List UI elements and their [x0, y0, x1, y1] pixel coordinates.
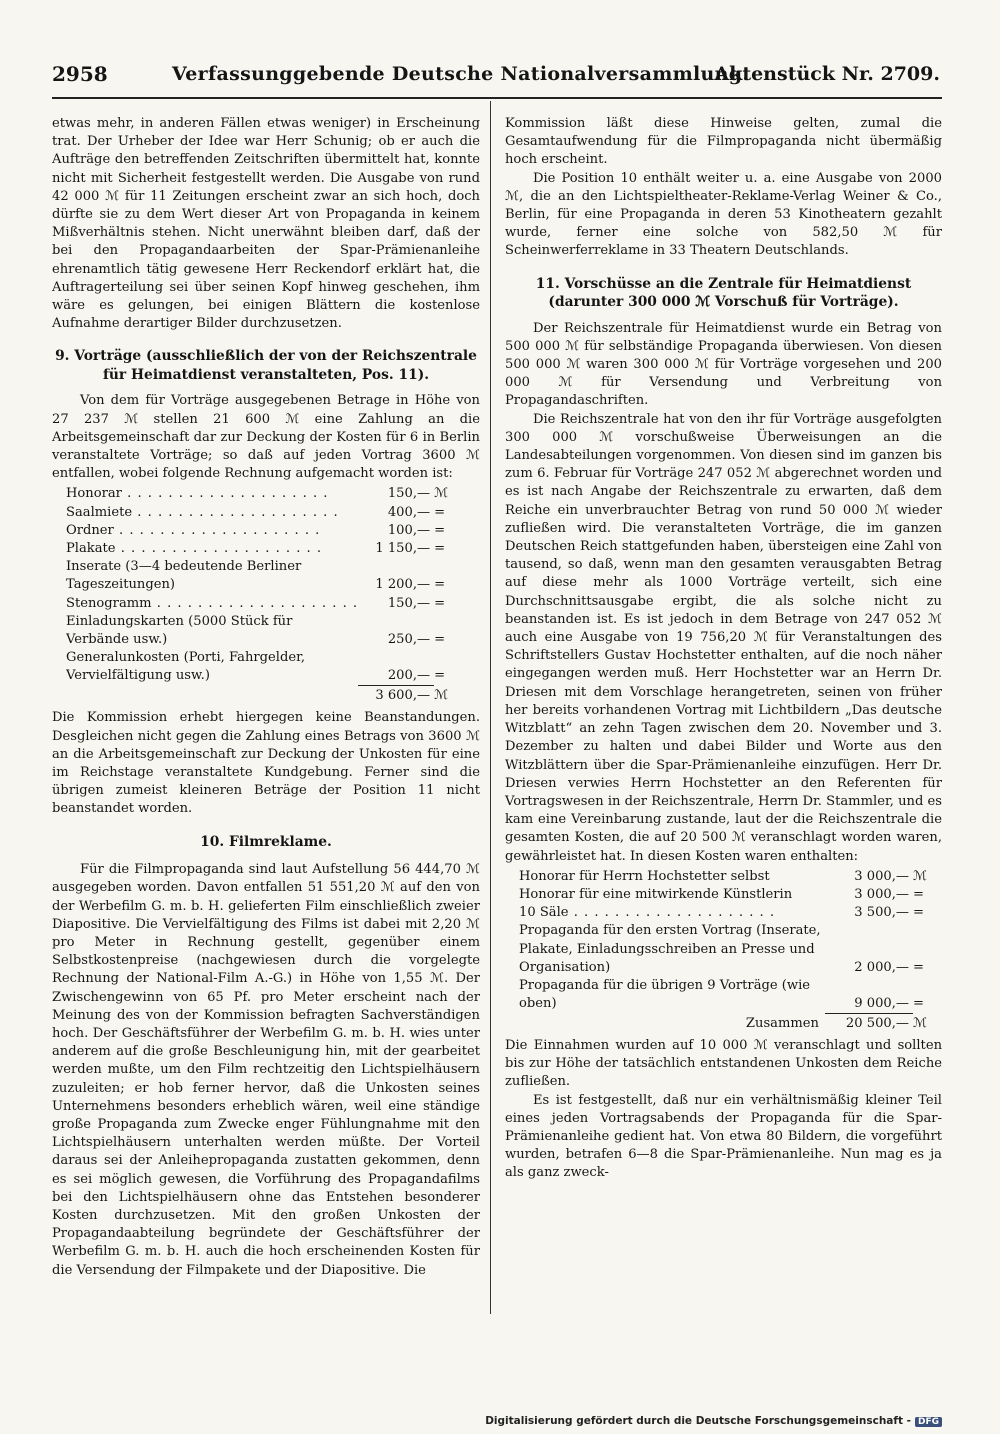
table-row: [519, 886, 939, 904]
right-column: [505, 115, 942, 1183]
table-total-row: [519, 1013, 939, 1033]
table-row: [66, 504, 460, 522]
running-title: Verfassunggebende Deutsche Nationalversammlung.: [172, 63, 750, 85]
page-header: [52, 60, 942, 90]
row-amount: 150,—: [387, 486, 431, 502]
row-label: Plakate: [66, 541, 116, 557]
paragraph: Für die Filmpropaganda sind laut Aufstellung 56 444,70 ℳ ausgegeben worden. Davon entfallen 51 551,20 ℳ auf den von der Werbefilm G. m. b. H. gelieferten Film einschließlich zweier Diapositive. Die Vervielfältigung des Films ist dabei mit 2,20 ℳ pro Meter in Rechnung gestellt, gegenüber einem Selbstkostenpreise (nachgewiesen durch die vorgelegte Rechnung der National-Film A.-G.) in Höhe von 1,55 ℳ. Der Zwischengewinn von 65 Pf. pro Meter erscheint nach der Meinung des von der Kommission befragten Sachverständigen hoch. Der Geschäftsführer der Werbefilm G. m. b. H. wies unter anderem auf die große Beschleunigung hin, mit der gearbeitet werden mußte, um den Film rechtzeitig den Lichtspielhäusern zuzuleiten; er hob ferner hervor, daß die Unkosten seines Unternehmens besonders erheblich wären, weil eine ständige große Propaganda zum Zwecke enger Fühlungnahme mit den Lichtspielhäusern unterhalten werden müßte. Der Vorteil daraus sei der Anleihepropaganda zustatten gekommen, denn es sei möglich gewesen, die Vorführung des Propagandafilms bei den Lichtspielhäusern ohne das Entstehen besonderer Kosten durchzusetzen. Mit den großen Unkosten der Propagandaabteilung begründete der Geschäftsführer der Werbefilm G. m. b. H. auch die hoch erscheinenden Kosten für die Versendung der Filmpakete und der Diapositive. Die: [52, 862, 480, 1278]
paragraph: Es ist festgestellt, daß nur ein verhältnismäßig kleiner Teil eines jeden Vortragsabends der Propaganda für die Spar-Prämienanleihe gedient hat. Von etwa 80 Bildern, die vorgeführt wurden, betrafen 6—8 die Spar-Prämienanleihe. Nun mag es ja als ganz zweck-: [505, 1092, 942, 1181]
row-label: Stenogramm: [66, 595, 152, 611]
dfg-logo: DFG: [915, 1417, 942, 1427]
document-reference: Aktenstück Nr. 2709.: [714, 63, 940, 85]
row-amount: 3 500,—: [854, 905, 909, 921]
cost-table-hochstetter: [519, 868, 939, 1033]
row-label: Propaganda für die übrigen 9 Vorträge (wie oben): [519, 977, 811, 1012]
row-label: Honorar für Herrn Hochstetter selbst: [519, 868, 770, 884]
row-unit: =: [913, 886, 924, 902]
table-row: [66, 649, 460, 685]
row-unit: =: [434, 522, 446, 538]
row-amount: 9 000,—: [854, 995, 909, 1011]
table-row: [519, 977, 939, 1013]
total-amount: 3 600,—: [358, 686, 434, 706]
table-row: [66, 540, 460, 558]
row-label: Propaganda für den ersten Vortrag (Inserate, Plakate, Einladungsschreiben an Presse und Organisation): [519, 923, 821, 975]
row-unit: =: [434, 595, 446, 611]
section-heading-10: 10. Filmreklame.: [200, 833, 332, 850]
total-unit: ℳ: [434, 688, 449, 704]
paragraph: Der Reichszentrale für Heimatdienst wurde ein Betrag von 500 000 ℳ für selbständige Propaganda überwiesen. Von diesen 500 000 ℳ waren 300 000 ℳ für Vorträge vorgesehen und 200 000 ℳ für Versendung und Verbreitung von Propagandaschriften.: [505, 320, 942, 409]
row-unit: =: [434, 541, 446, 557]
paragraph: Die Position 10 enthält weiter u. a. eine Ausgabe von 2000 ℳ, die an den Lichtspieltheater-Reklame-Verlag Weiner & Co., Berlin, für eine Propaganda in deren 53 Kinotheatern gezahlt wurde, ferner eine solche von 582,50 ℳ für Scheinwerferreklame in 33 Theatern Deutschlands.: [505, 170, 942, 259]
header-rule: [52, 97, 942, 99]
row-unit: =: [913, 959, 924, 975]
row-unit: =: [434, 504, 446, 520]
row-amount: 2 000,—: [854, 959, 909, 975]
row-amount: 200,—: [387, 667, 431, 683]
row-unit: =: [913, 905, 924, 921]
paragraph: Die Einnahmen wurden auf 10 000 ℳ veranschlagt und sollten bis zur Höhe der tatsächlich entstandenen Unkosten dem Reiche zufließen.: [505, 1038, 942, 1090]
table-total-row: [66, 686, 460, 706]
table-row: [66, 558, 460, 594]
table-row: [66, 613, 460, 649]
total-amount: 20 500,—: [825, 1013, 913, 1033]
row-unit: =: [434, 632, 446, 648]
row-amount: 1 150,—: [375, 541, 431, 557]
row-unit: =: [434, 668, 446, 684]
table-row: [519, 868, 939, 886]
page-number: 2958: [52, 62, 108, 86]
row-amount: 250,—: [387, 632, 431, 648]
row-amount: 100,—: [387, 522, 431, 538]
paragraph: Die Kommission erhebt hiergegen keine Beanstandungen. Desgleichen nicht gegen die Zahlung eines Betrags von 3600 ℳ an die Arbeitsgemeinschaft zur Deckung der Unkosten für eine im Reichstage veranstaltete Kundgebung. Ferner sind die übrigen zumeist kleineren Beträge der Position 11 nicht beanstandet worden.: [52, 710, 480, 817]
digitization-footer: [485, 1415, 942, 1427]
column-divider: [490, 101, 491, 1314]
row-label: Inserate (3—4 bedeutende Berliner Tageszeitungen): [66, 559, 302, 593]
row-label: 10 Säle: [519, 905, 569, 921]
paragraph: Kommission läßt diese Hinweise gelten, zumal die Gesamtaufwendung für die Filmpropaganda nicht übermäßig hoch erscheint.: [505, 116, 942, 168]
row-label: Ordner: [66, 522, 114, 538]
section-heading-11: 11. Vorschüsse an die Zentrale für Heimatdienst (darunter 300 000 ℳ Vorschuß für Vorträge).: [535, 275, 912, 311]
row-label: Saalmiete: [66, 504, 133, 520]
row-amount: 150,—: [387, 595, 431, 611]
paragraph: Von dem für Vorträge ausgegebenen Betrage in Höhe von 27 237 ℳ stellen 21 600 ℳ eine Zahlung an die Arbeitsgemeinschaft dar zur Deckung der Kosten für 6 in Berlin veranstaltete Vorträge; so daß auf jeden Vortrag 3600 ℳ entfallen, wobei folgende Rechnung aufgemacht worden ist:: [52, 393, 480, 482]
cost-table-lectures: [66, 485, 460, 705]
row-unit: ℳ: [913, 868, 928, 884]
table-row: [519, 904, 939, 922]
table-row: [66, 485, 460, 503]
row-unit: =: [434, 577, 446, 593]
row-label: Honorar: [66, 486, 122, 502]
total-unit: ℳ: [913, 1015, 928, 1031]
table-row: [519, 922, 939, 977]
row-amount: 3 000,—: [854, 886, 909, 902]
row-label: Generalunkosten (Porti, Fahrgelder, Vervielfältigung usw.): [66, 650, 306, 684]
section-heading-9: 9. Vorträge (ausschließlich der von der Reichszentrale für Heimatdienst veranstalteten, Pos. 11).: [55, 348, 477, 383]
paragraph: Die Reichszentrale hat von den ihr für Vorträge ausgefolgten 300 000 ℳ vorschußweise Überweisungen an die Landesabteilungen vorgenommen. Von diesen sind im ganzen bis zum 6. Februar für Vorträge 247 052 ℳ abgerechnet worden und es ist nach Angabe der Reichszentrale zu erwarten, daß dem Reiche ein unverbrauchter Betrag von rund 50 000 ℳ wieder zufließen wird. Die veranstalteten Vorträge, die im ganzen Deutschen Reich stattgefunden haben, übersteigen eine Zahl von tausend, so daß, wenn man den gesamten verausgabten Betrag auf diese mehr als 1000 Vorträge verteilt, sich eine Durchschnittsausgabe ergibt, die als solche nicht zu beanstanden ist. Es ist jedoch in dem Betrage von 247 052 ℳ auch eine Ausgabe von 19 756,20 ℳ für Veranstaltungen des Schriftstellers Gustav Hochstetter enthalten, auf die noch näher eingegangen werden muß. Herr Hochstetter war an Herrn Dr. Driesen mit dem Vorschlage herangetreten, seinen von früher her bereits vorhandenen Vortrag mit Lichtbildern „Das deutsche Witzblatt“ an zehn Tagen zwischen dem 20. November und 3. Dezember zu halten und dabei Bilder und Worte aus den Witzblättern über die Spar-Prämienanleihe einzufügen. Herr Dr. Driesen verwies Herrn Hochstetter an den Referenten für Vortragswesen in der Reichszentrale, Herrn Dr. Stammler, und es kam eine Vereinbarung zustande, laut der die Reichszentrale die gesamten Kosten, die auf 20 500 ℳ veranschlagt worden waren, gewährleistet hat. In diesen Kosten waren enthalten:: [505, 411, 942, 864]
total-label: Zusammen: [745, 1015, 819, 1031]
row-unit: ℳ: [434, 486, 449, 502]
left-column: [52, 115, 480, 1280]
table-row: [66, 595, 460, 613]
paragraph: etwas mehr, in anderen Fällen etwas weniger) in Erscheinung trat. Der Urheber der Idee war Herr Schunig; ob er auch die Aufträge den betreffenden Zeitschriften übermittelt hat, konnte nicht mit Sicherheit festgestellt werden. Die Ausgabe von rund 42 000 ℳ für 11 Zeitungen erscheint zwar an sich hoch, doch dürfte sie zu dem Wert dieser Art von Propaganda in keinem Mißverhältnis stehen. Nicht unerwähnt bleiben darf, daß der bei den Propagandaarbeiten der Spar-Prämienanleihe ehrenamtlich tätig gewesene Herr Reckendorf erklärt hat, die Auftragerteilung sei über seinen Kopf hinweg geschehen, ihm wäre es gelungen, bei einigen Blättern die kostenlose Aufnahme derartiger Bilder durchzusetzen.: [52, 116, 480, 332]
row-unit: =: [913, 996, 924, 1012]
row-label: Honorar für eine mitwirkende Künstlerin: [519, 886, 793, 902]
row-amount: 400,—: [387, 504, 431, 520]
row-amount: 3 000,—: [854, 868, 909, 884]
row-amount: 1 200,—: [375, 577, 431, 593]
table-row: [66, 522, 460, 540]
footer-text: Digitalisierung gefördert durch die Deutsche Forschungsgemeinschaft -: [485, 1415, 911, 1427]
row-label: Einladungskarten (5000 Stück für Verbände usw.): [66, 613, 293, 648]
